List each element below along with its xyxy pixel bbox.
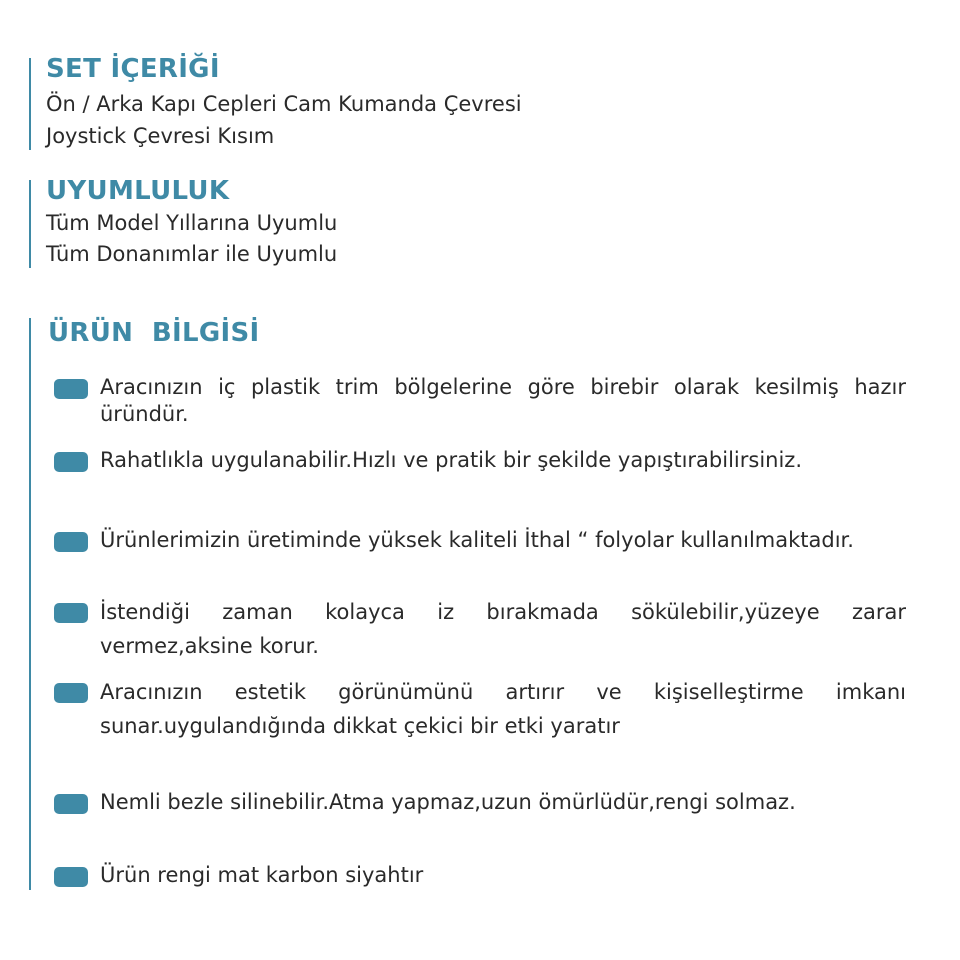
product-info-bullet: [54, 598, 906, 666]
compatibility-section: [46, 176, 337, 270]
bullet-marker-icon: [54, 532, 88, 552]
bullet-text: Aracınızın iç plastik trim bölgelerine göre birebir olarak kesilmiş hazır üründür.: [100, 375, 906, 426]
set-contents-heading: SET İÇERİĞİ: [46, 54, 220, 84]
bullet-marker-icon: [54, 379, 88, 399]
set-contents-line: Joystick Çevresi Kısım: [46, 124, 275, 148]
product-info-bullet: [54, 447, 906, 477]
set-contents-accent-bar: [29, 58, 31, 150]
bullet-marker-icon: [54, 683, 88, 703]
product-info-accent-bar: [29, 318, 31, 890]
compatibility-accent-bar: [29, 180, 31, 268]
bullet-text: Rahatlıkla uygulanabilir.Hızlı ve pratik bir şekilde yapıştırabilirsiniz.: [100, 448, 802, 472]
bullet-marker-icon: [54, 794, 88, 814]
bullet-marker-icon: [54, 867, 88, 887]
product-info-bullet: [54, 862, 906, 892]
product-info-bullet: [54, 374, 906, 430]
set-contents-section: [46, 54, 522, 152]
product-info-bullet: [54, 678, 906, 746]
set-contents-line: Ön / Arka Kapı Cepleri Cam Kumanda Çevresi: [46, 92, 522, 116]
product-info-bullet: [54, 789, 906, 819]
bullet-text: İstendiği zaman kolayca iz bırakmada sökülebilir,yüzeye zarar vermez,aksine korur.: [100, 600, 906, 658]
product-info-bullet: [54, 527, 906, 583]
product-info-section: [48, 318, 259, 348]
bullet-text: Ürünlerimizin üretiminde yüksek kaliteli İthal “ folyolar kullanılmaktadır.: [100, 528, 854, 552]
product-info-heading: ÜRÜN BİLGİSİ: [48, 318, 260, 348]
compatibility-line: Tüm Donanımlar ile Uyumlu: [46, 242, 338, 266]
compatibility-heading: UYUMLULUK: [46, 176, 230, 206]
compatibility-line: Tüm Model Yıllarına Uyumlu: [46, 211, 338, 235]
bullet-text: Ürün rengi mat karbon siyahtır: [100, 863, 424, 887]
bullet-text: Nemli bezle silinebilir.Atma yapmaz,uzun ömürlüdür,rengi solmaz.: [100, 790, 796, 814]
bullet-text: Aracınızın estetik görünümünü artırır ve kişiselleştirme imkanı sunar.uygulandığında dikkat çekici bir etki yaratır: [100, 680, 906, 738]
bullet-marker-icon: [54, 452, 88, 472]
bullet-marker-icon: [54, 603, 88, 623]
